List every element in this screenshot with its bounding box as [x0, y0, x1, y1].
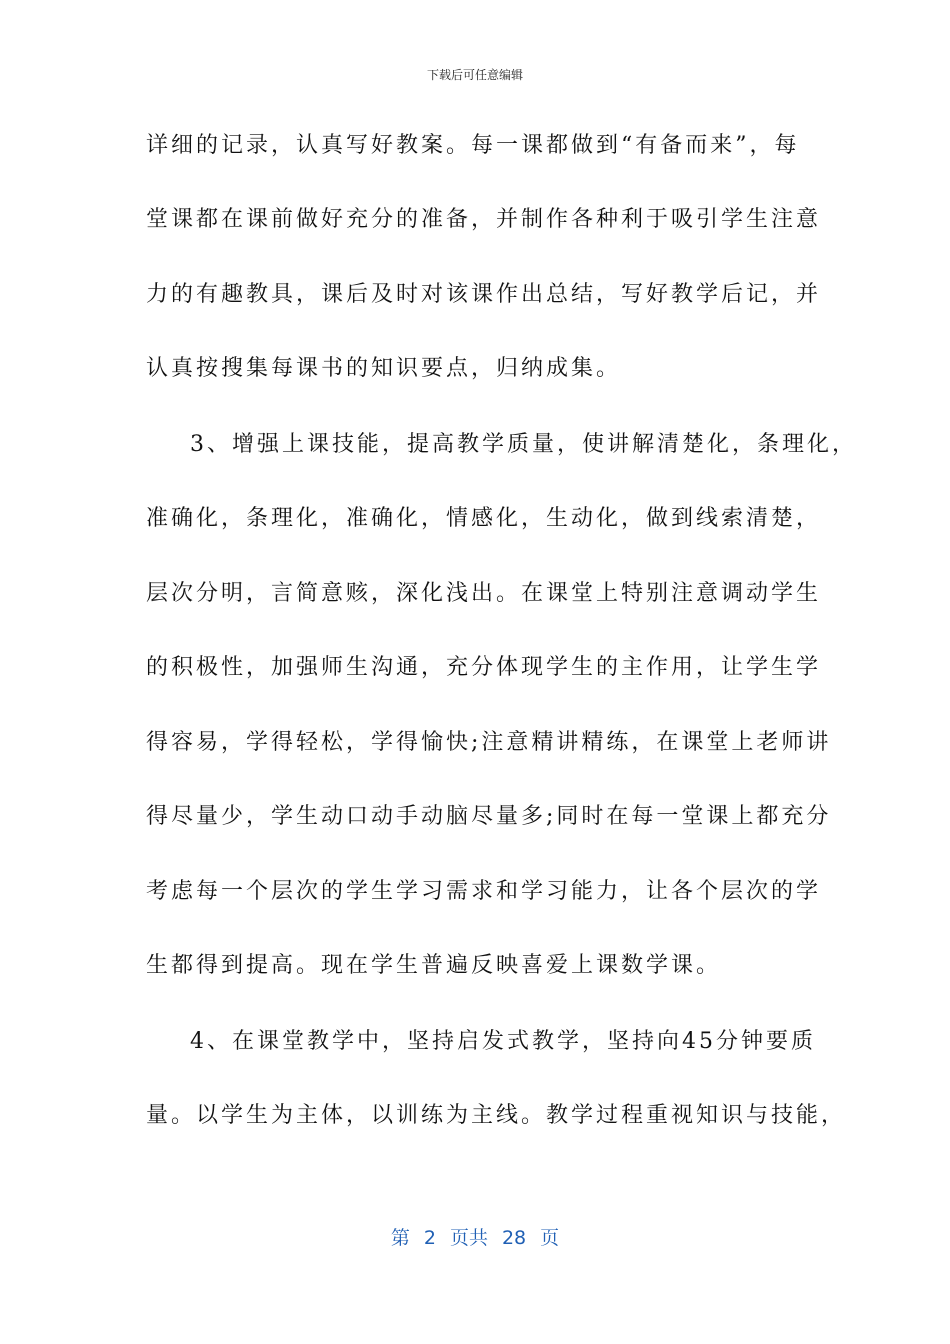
body-line: 考虑每一个层次的学生学习需求和学习能力，让各个层次的学: [146, 879, 822, 904]
footer-suffix: 页: [540, 1227, 560, 1249]
body-line: 的积极性，加强师生沟通，充分体现学生的主作用，让学生学: [146, 655, 822, 680]
body-line: 认真按搜集每课书的知识要点，归纳成集。: [146, 356, 622, 381]
body-line: 力的有趣教具，课后及时对该课作出总结，写好教学后记，并: [146, 282, 822, 307]
body-line: 堂课都在课前做好充分的准备，并制作各种利于吸引学生注意: [146, 207, 822, 232]
footer-current-page: 2: [423, 1227, 436, 1249]
footer-total-pages: 28: [501, 1227, 527, 1249]
page-footer: [0, 1226, 950, 1250]
body-line: 得尽量少，学生动口动手动脑尽量多;同时在每一堂课上都充分: [146, 804, 832, 829]
body-line: 得容易，学得轻松，学得愉快;注意精讲精练，在课堂上老师讲: [146, 730, 832, 755]
body-line: 准确化，条理化，准确化，情感化，生动化，做到线索清楚，: [146, 506, 822, 531]
body-line: 生都得到提高。现在学生普遍反映喜爱上课数学课。: [146, 953, 722, 978]
body-line: 层次分明，言简意赅，深化浅出。在课堂上特别注意调动学生: [146, 581, 822, 606]
body-line: 4、在课堂教学中，坚持启发式教学，坚持向45分钟要质: [190, 1029, 816, 1054]
page-header-note: 下载后可任意编辑: [426, 68, 523, 82]
body-line: 详细的记录，认真写好教案。每一课都做到“有备而来”，每: [146, 133, 800, 158]
body-line: 量。以学生为主体，以训练为主线。教学过程重视知识与技能，: [146, 1103, 847, 1128]
footer-middle: 页共: [449, 1227, 488, 1249]
footer-prefix: 第: [390, 1227, 410, 1249]
body-line: 3、增强上课技能，提高教学质量，使讲解清楚化，条理化，: [190, 432, 857, 457]
